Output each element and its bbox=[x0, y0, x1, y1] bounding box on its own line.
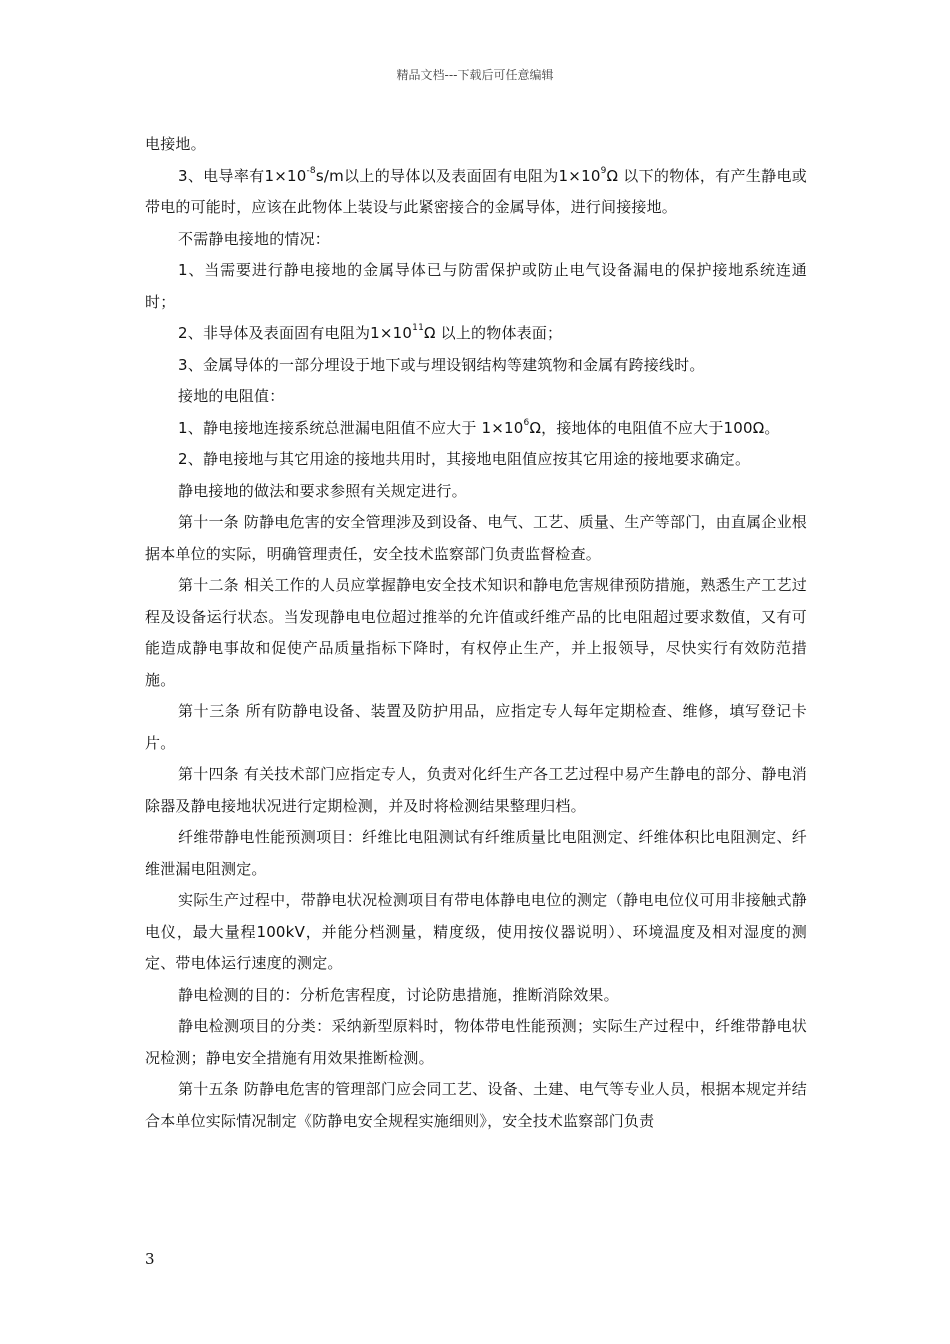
document-body bbox=[145, 129, 807, 1137]
paragraph: 静电检测的目的：分析危害程度，讨论防患措施，推断消除效果。 bbox=[178, 985, 619, 1004]
page-header: 精品文档---下载后可任意编辑 bbox=[396, 68, 554, 82]
paragraph: 电接地。 bbox=[145, 135, 206, 153]
paragraph: 实际生产过程中，带静电状况检测项目有带电体静电电位的测定（静电电位仪可用非接触式静电仪，最大量程100kV，并能分档测量，精度级，使用按仪器说明）、环境温度及相对湿度的测定、带电体运行速度的测定。 bbox=[145, 891, 807, 972]
paragraph: 2、非导体及表面固有电阻为$1\times 10^{11}\Omega$ 以上的物体表面； bbox=[178, 323, 563, 342]
paragraph: 3、电导率有$1\times 10^{-8}s/m$以上的导体以及表面固有电阻为$1\times 10^9\Omega$ 以下的物体，有产生静电或带电的可能时，应该在此物体上装设与此紧密接合的金属导体，进行间接接地。 bbox=[145, 165, 807, 216]
paragraph: 1、当需要进行静电接地的金属导体已与防雷保护或防止电气设备漏电的保护接地系统连通时； bbox=[145, 261, 807, 311]
paragraph: 第十四条 有关技术部门应指定专人，负责对化纤生产各工艺过程中易产生静电的部分、静电消除器及静电接地状况进行定期检测，并及时将检测结果整理归档。 bbox=[145, 765, 807, 815]
paragraph: 接地的电阻值： bbox=[178, 387, 285, 405]
paragraph: 第十三条 所有防静电设备、装置及防护用品，应指定专人每年定期检查、维修，填写登记卡片。 bbox=[145, 702, 807, 752]
paragraph: 静电检测项目的分类：采纳新型原料时，物体带电性能预测；实际生产过程中，纤维带静电状况检测；静电安全措施有用效果推断检测。 bbox=[145, 1017, 807, 1067]
paragraph: 第十二条 相关工作的人员应掌握静电安全技术知识和静电危害规律预防措施，熟悉生产工艺过程及设备运行状态。当发现静电电位超过推举的允许值或纤维产品的比电阻超过要求数值，又有可能造成静电事故和促使产品质量指标下降时，有权停止生产，并上报领导，尽快实行有效防范措施。 bbox=[145, 576, 807, 689]
paragraph: 第十一条 防静电危害的安全管理涉及到设备、电气、工艺、质量、生产等部门，由直属企业根据本单位的实际，明确管理责任，安全技术监察部门负责监督检查。 bbox=[145, 513, 807, 563]
paragraph: 1、静电接地连接系统总泄漏电阻值不应大于 $1\times 10^6\Omega$，接地体的电阻值不应大于100Ω。 bbox=[178, 417, 780, 437]
paragraph: 第十五条 防静电危害的管理部门应会同工艺、设备、土建、电气等专业人员，根据本规定并结合本单位实际情况制定《防静电安全规程实施细则》，安全技术监察部门负责 bbox=[145, 1080, 807, 1130]
paragraph: 静电接地的做法和要求参照有关规定进行。 bbox=[178, 481, 467, 500]
paragraph: 不需静电接地的情况： bbox=[178, 229, 331, 248]
paragraph: 3、金属导体的一部分埋设于地下或与埋设钢结构等建筑物和金属有跨接线时。 bbox=[178, 355, 705, 374]
paragraph: 2、静电接地与其它用途的接地共用时，其接地电阻值应按其它用途的接地要求确定。 bbox=[178, 450, 751, 468]
paragraph: 纤维带静电性能预测项目：纤维比电阻测试有纤维质量比电阻测定、纤维体积比电阻测定、纤维泄漏电阻测定。 bbox=[145, 828, 807, 878]
page-number: 3 bbox=[145, 1250, 155, 1268]
